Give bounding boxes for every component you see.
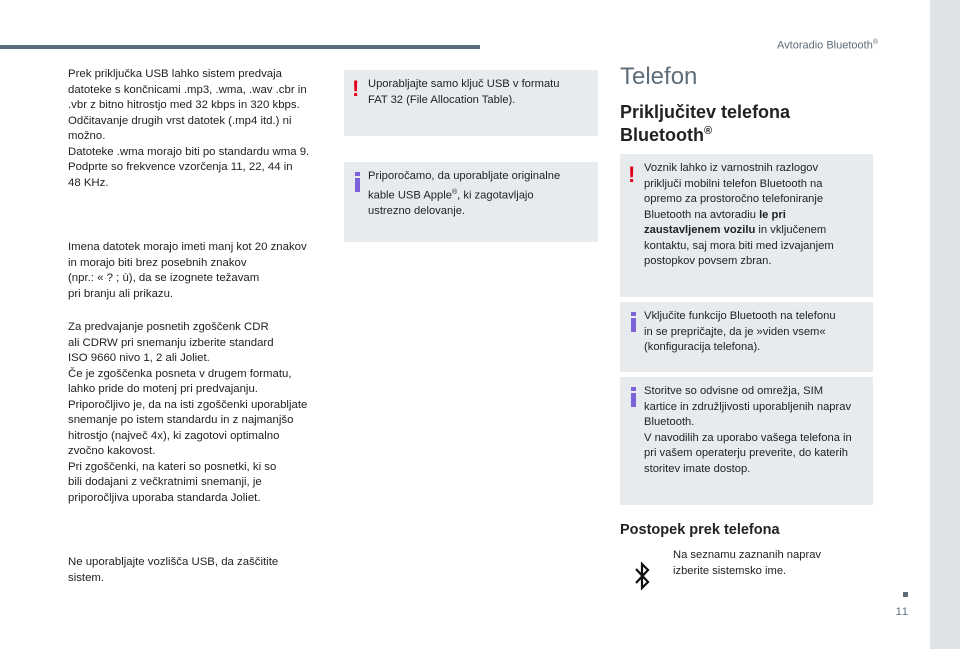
info-icon [628,312,640,330]
bluetooth-icon [633,561,651,596]
network-services-info [620,377,873,505]
usb-hub-paragraph [68,555,330,586]
info-text-part: Priporočamo, da uporabljate originalne kable USB Apple [368,170,561,202]
usb-formats-paragraph [68,67,330,191]
procedure-title: Postopek prek telefona [620,522,780,538]
subsection-title-text: Priključitev telefona Bluetooth [620,102,791,145]
warning-text [644,161,865,270]
header-rule [0,45,480,49]
page-edge-strip [930,0,960,649]
info-text-part: , ki zagotavljajo ustrezno delovanje. [368,189,534,217]
cd-recording-paragraph [68,320,330,506]
page-marker [903,592,908,597]
apple-cable-info [344,162,598,242]
info-icon [628,387,640,405]
page-number: 11 [895,606,909,618]
section-title: Telefon [620,63,698,90]
info-icon [352,172,364,190]
registered-mark: ® [703,125,713,137]
registered-mark: ® [451,188,458,196]
paragraph-text: Prek priključka USB lahko sistem predvaja datoteke s končnicami .mp3, .wma, .wav .cbr in .vbr z bitno hitrostjo med 32 kbps in 320 kbps. Odčitavanje drugih vrst datotek (.mp4 itd.) ni možno. Datoteke .wma morajo biti po standardu wma 9. Podprte so frekvence vzorčenja 11, 22, 44 in 48 KHz. [68,68,310,189]
warning-text-part: in vključenem kontaktu, saj mora biti med izvajanjem postopkov povsem zbran. [644,224,834,267]
info-text: Storitve so odvisne od omrežja, SIM kartice in združljivosti uporabljenih naprav Bluetooth. V navodilih za uporabo vašega telefona in pri vašem operaterju preverite, do katerih storitev imate dostop. [644,385,852,475]
info-text: Vključite funkcijo Bluetooth na telefonu in se prepričajte, da je »viden vsem« (konfiguracija telefona). [644,310,836,353]
filename-paragraph [68,240,330,302]
driver-safety-warning [620,154,873,297]
info-text [368,169,590,219]
paragraph-text: Imena datotek morajo imeti manj kot 20 znakov in morajo biti brez posebnih znakov (npr.: « ? ; ù), da se izognete težavam pri branju ali prikazu. [68,241,307,300]
warning-text: Uporabljajte samo ključ USB v formatu FAT 32 (File Allocation Table). [368,78,560,106]
usb-format-warning [344,70,598,136]
subsection-title [620,103,790,145]
registered-mark: ® [872,39,878,46]
paragraph-text: Ne uporabljajte vozlišča USB, da zaščitite sistem. [68,556,279,584]
warning-text-bold: le pri zaustavljenem vozilu [644,208,786,236]
running-header-text: Avtoradio Bluetooth [777,39,873,52]
procedure-text: Na seznamu zaznanih naprav izberite sistemsko ime. [673,549,822,577]
bluetooth-visibility-info [620,302,873,372]
warning-text-part: Voznik lahko iz varnostnih razlogov priključi mobilni telefon Bluetooth na opremo za prostoročno telefoniranje Bluetooth na avtoradiu [644,162,824,221]
exclamation-warning-icon: ! [352,76,360,101]
exclamation-warning-icon: ! [628,162,636,187]
running-header [777,39,878,52]
paragraph-text: Za predvajanje posnetih zgoščenk CDR ali CDRW pri snemanju izberite standard ISO 9660 nivo 1, 2 ali Joliet. Če je zgoščenka posneta v drugem formatu, lahko pride do motenj pri predvajanju. Priporočljivo je, da na isti zgoščenki uporabljate snemanje po istem standardu in z najmanjšo hitrostjo (največ 4x), ki zagotovi optimalno zvočno kakovost. Pri zgoščenki, na kateri so posnetki, ki so bili dodajani z večkratnimi snemanji, je priporočljiva uporaba standarda Joliet. [68,321,308,504]
